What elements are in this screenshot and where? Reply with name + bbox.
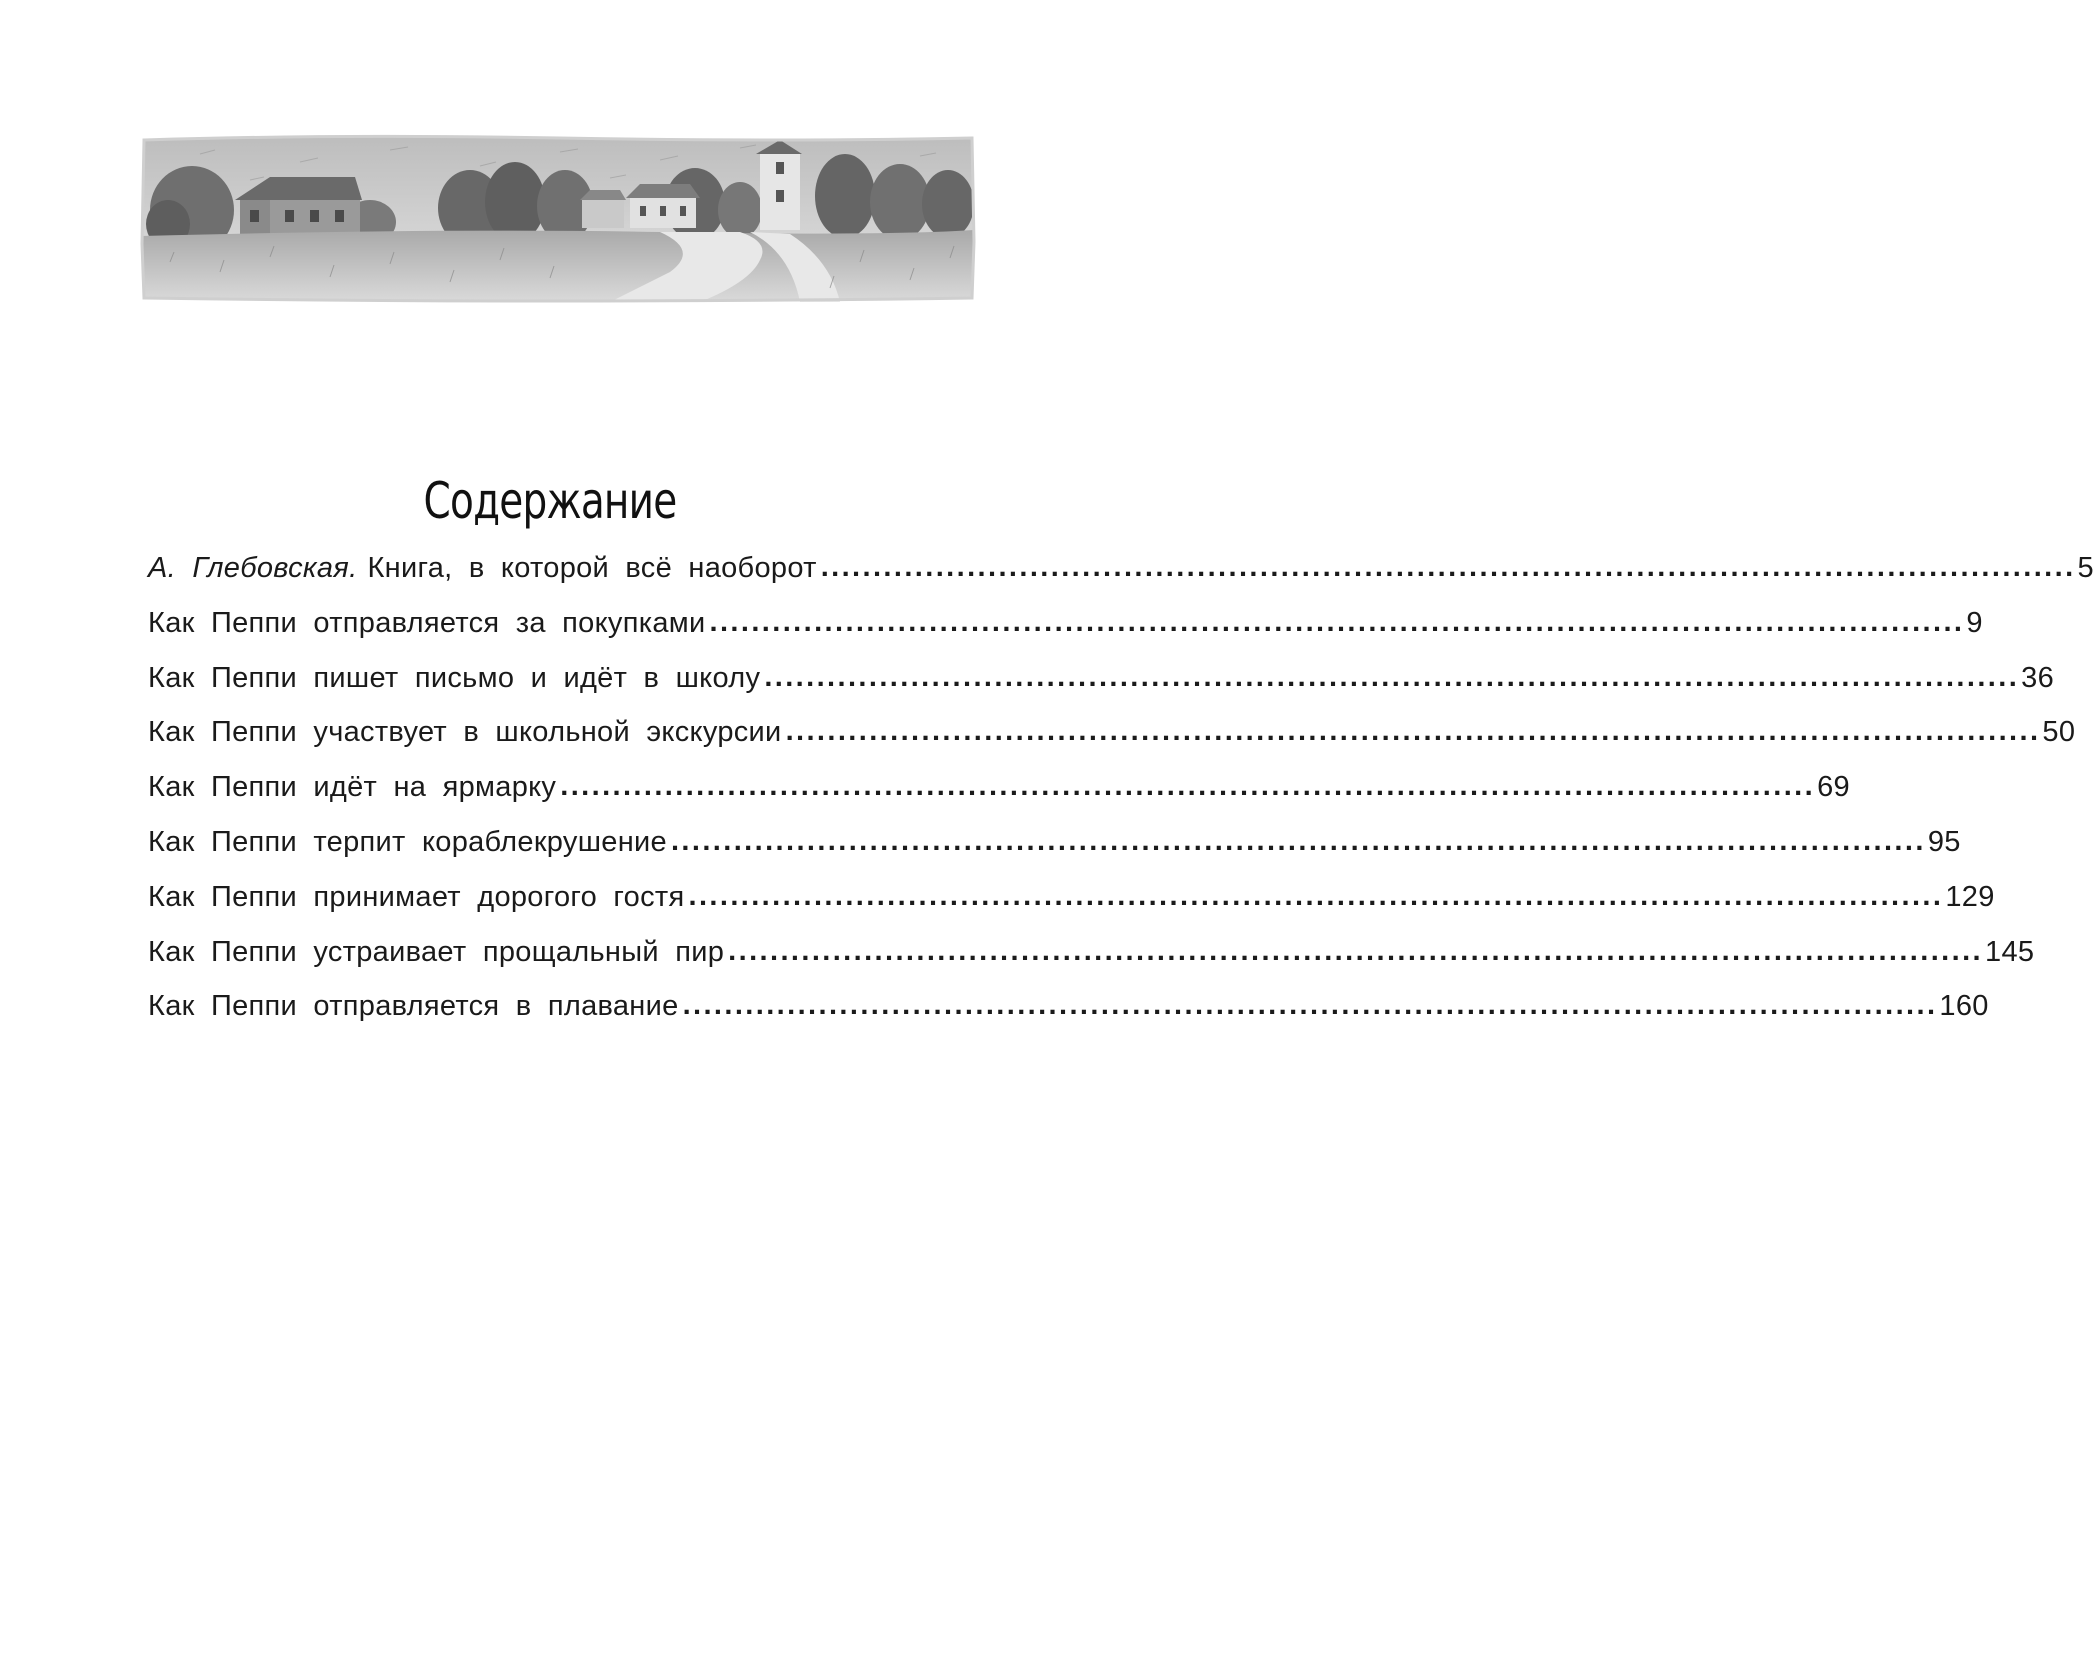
toc-entry-title: Как Пеппи отправляется за покупками <box>148 606 706 639</box>
toc-entry-page: 9 <box>1966 606 1983 639</box>
toc-entry <box>148 934 2035 991</box>
toc-entry-title: Как Пеппи отправляется в плавание <box>148 990 679 1023</box>
toc-entry <box>148 824 1961 881</box>
toc-entry-page: 145 <box>1985 935 2035 968</box>
toc-entry-page: 129 <box>1945 880 1995 913</box>
page-title: Содержание <box>423 471 677 530</box>
toc-entry-title: Как Пеппи принимает дорогого гостя <box>148 880 685 913</box>
toc-leader-dots: ........................................................................................................................ <box>764 660 2020 693</box>
toc-entry <box>148 605 1983 662</box>
toc-leader-dots: ........................................................................................................................ <box>785 715 2041 748</box>
toc-leader-dots: ........................................................................................................................ <box>688 879 1944 912</box>
toc-leader-dots: ........................................................................................................................ <box>728 934 1984 967</box>
toc-entry-title: Как Пеппи пишет письмо и идёт в школу <box>148 661 761 694</box>
toc-entry-page: 160 <box>1939 990 1989 1023</box>
toc-entry-page: 95 <box>1927 825 1961 858</box>
toc-entry-title: Как Пеппи терпит кораблекрушение <box>148 825 667 858</box>
toc-leader-dots: ........................................................................................................................ <box>670 824 1926 857</box>
toc-entry <box>148 770 1850 826</box>
toc-entry-title: Как Пеппи участвует в школьной экскурсии <box>148 716 782 749</box>
toc-entry-page: 69 <box>1817 771 1850 804</box>
toc-leader-dots: ........................................................................................................................ <box>709 605 1965 638</box>
table-of-contents <box>148 551 2094 1045</box>
toc-leader-dots: ........................................................................................................................ <box>820 551 2076 583</box>
toc-entry-page: 50 <box>2042 716 2076 749</box>
toc-entry <box>148 660 2055 717</box>
toc-entry-author: А. Глебовская. <box>148 552 358 584</box>
toc-entry <box>148 879 1995 936</box>
toc-entry-title: Как Пеппи идёт на ярмарку <box>148 771 557 804</box>
toc-entry-title: Книга, в которой всё наоборот <box>367 552 817 584</box>
toc-leader-dots: ........................................................................................................................ <box>560 770 1816 803</box>
toc-entry <box>148 989 1989 1045</box>
toc-entry <box>148 551 2094 607</box>
toc-entry-page: 36 <box>2021 661 2055 694</box>
toc-entry-title: Как Пеппи устраивает прощальный пир <box>148 935 725 968</box>
toc-leader-dots: ........................................................................................................................ <box>682 989 1938 1022</box>
toc-entry-page: 5 <box>2077 552 2094 584</box>
landscape-illustration <box>140 132 976 304</box>
toc-entry <box>148 715 2076 771</box>
